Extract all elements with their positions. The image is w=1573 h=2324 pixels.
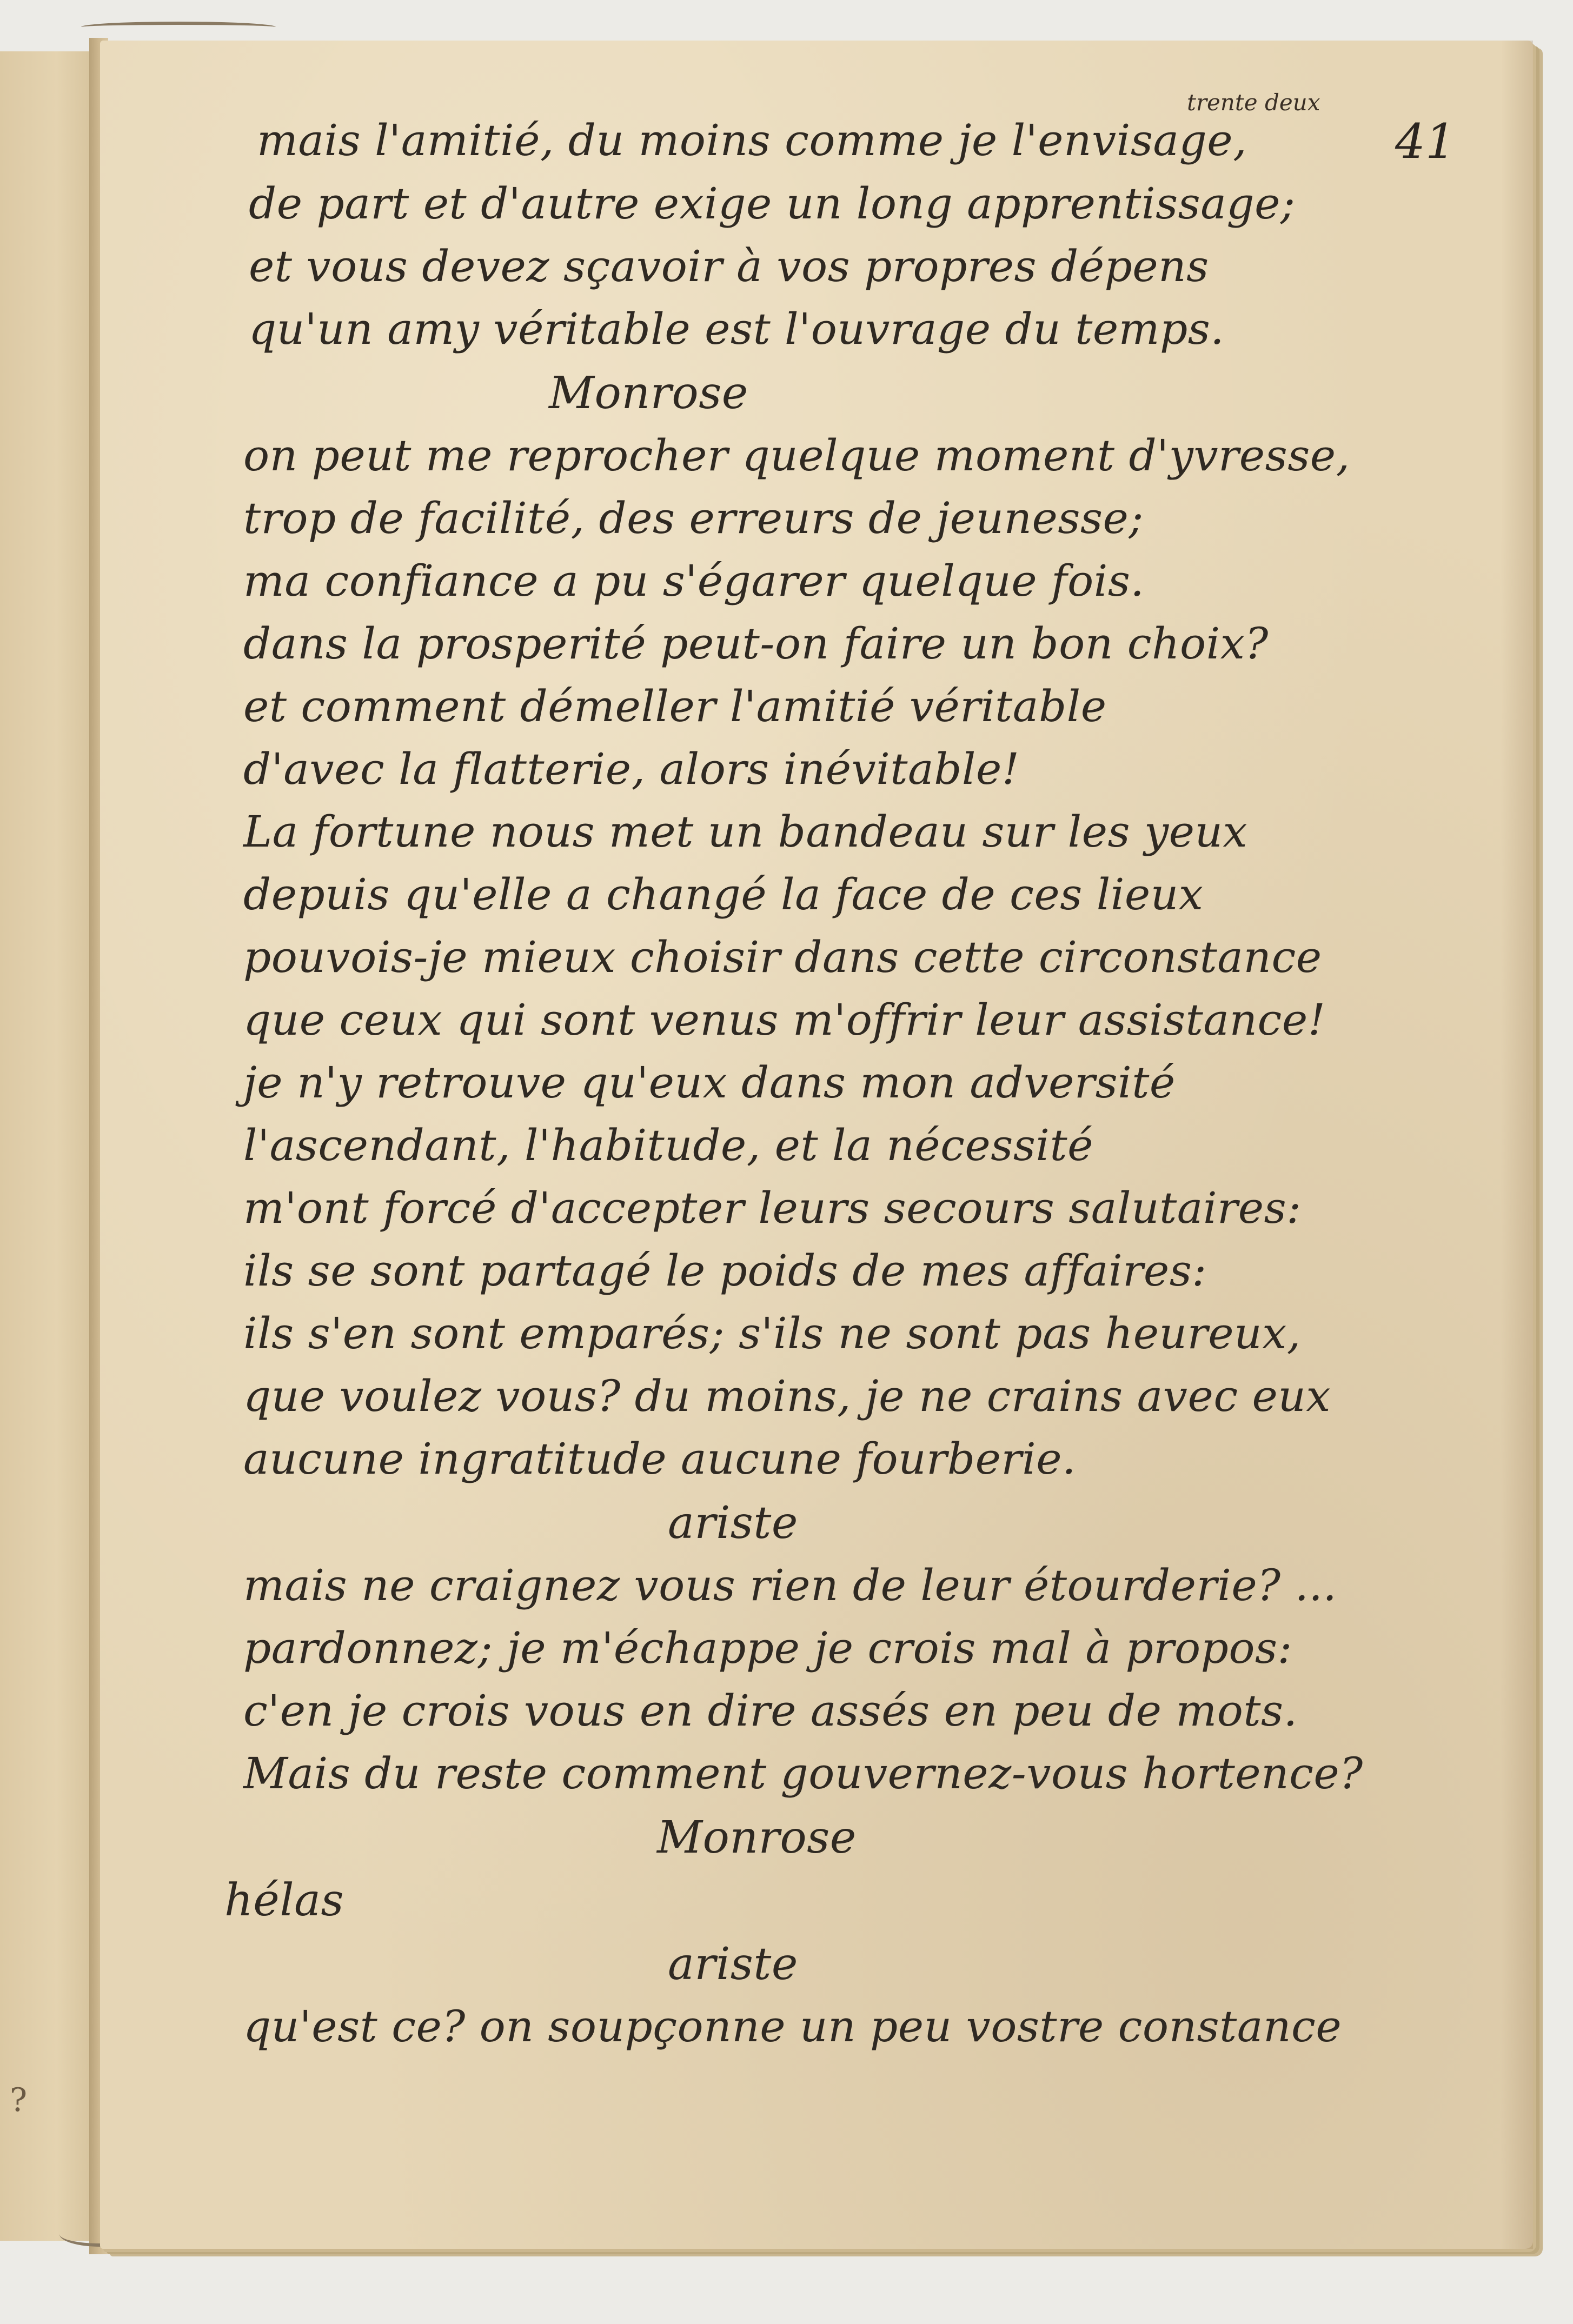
verse-line: l'ascendant, l'habitude, et la nécessité — [243, 1120, 1093, 1170]
verse-line: que ceux qui sont venus m'offrir leur assistance! — [243, 995, 1326, 1045]
verse-line: pardonnez; je m'échappe je crois mal à propos: — [243, 1623, 1292, 1673]
verse-line: Mais du reste comment gouvernez-vous hortence? — [243, 1748, 1363, 1799]
speaker-name: Monrose — [657, 1812, 857, 1863]
page-edge-shading — [1501, 41, 1533, 2249]
verse-line: on peut me reprocher quelque moment d'yvresse, — [243, 430, 1350, 481]
binding-thread-top — [81, 22, 276, 32]
verse-line: de part et d'autre exige un long apprentissage; — [249, 178, 1296, 229]
verse-line: ils se sont partagé le poids de mes affaires: — [243, 1246, 1207, 1296]
page-annotation: trente deux — [1187, 89, 1320, 116]
verse-line: m'ont forcé d'accepter leurs secours salutaires: — [243, 1183, 1302, 1233]
verse-line: et comment démeller l'amitié véritable — [243, 681, 1107, 731]
folio-number: 41 — [1395, 114, 1456, 169]
verse-line: qu'est ce? on soupçonne un peu vostre constance — [243, 2001, 1342, 2052]
verse-line: c'en je crois vous en dire assés en peu de mots. — [243, 1686, 1298, 1736]
manuscript-page — [100, 41, 1533, 2249]
verse-line: qu'un amy véritable est l'ouvrage du temps. — [249, 304, 1225, 354]
verse-line: depuis qu'elle a changé la face de ces lieux — [243, 869, 1204, 920]
verse-line: dans la prosperité peut-on faire un bon choix? — [243, 618, 1269, 669]
verse-line: ils s'en sont emparés; s'ils ne sont pas heureux, — [243, 1308, 1301, 1359]
verse-line: ma confiance a pu s'égarer quelque fois. — [243, 556, 1145, 606]
facing-page-edge — [0, 51, 96, 2241]
verse-line: je n'y retrouve qu'eux dans mon adversité — [243, 1057, 1176, 1108]
verse-line: mais l'amitié, du moins comme je l'envisage, — [257, 115, 1247, 165]
speaker-name: Monrose — [549, 368, 748, 419]
speaker-interjection: hélas — [224, 1875, 344, 1926]
margin-mark: ? — [10, 2081, 28, 2119]
verse-line: et vous devez sçavoir à vos propres dépens — [249, 241, 1209, 291]
speaker-name: ariste — [668, 1939, 798, 1990]
verse-line: aucune ingratitude aucune fourberie. — [243, 1434, 1077, 1484]
speaker-name: ariste — [668, 1497, 798, 1549]
verse-line: mais ne craignez vous rien de leur étourderie? ... — [243, 1560, 1337, 1610]
verse-line: trop de facilité, des erreurs de jeunesse; — [243, 493, 1144, 543]
verse-line: La fortune nous met un bandeau sur les yeux — [243, 807, 1248, 857]
verse-line: d'avec la flatterie, alors inévitable! — [243, 744, 1020, 794]
verse-line: que voulez vous? du moins, je ne crains avec eux — [243, 1371, 1331, 1421]
verse-line: pouvois-je mieux choisir dans cette circonstance — [243, 932, 1322, 982]
